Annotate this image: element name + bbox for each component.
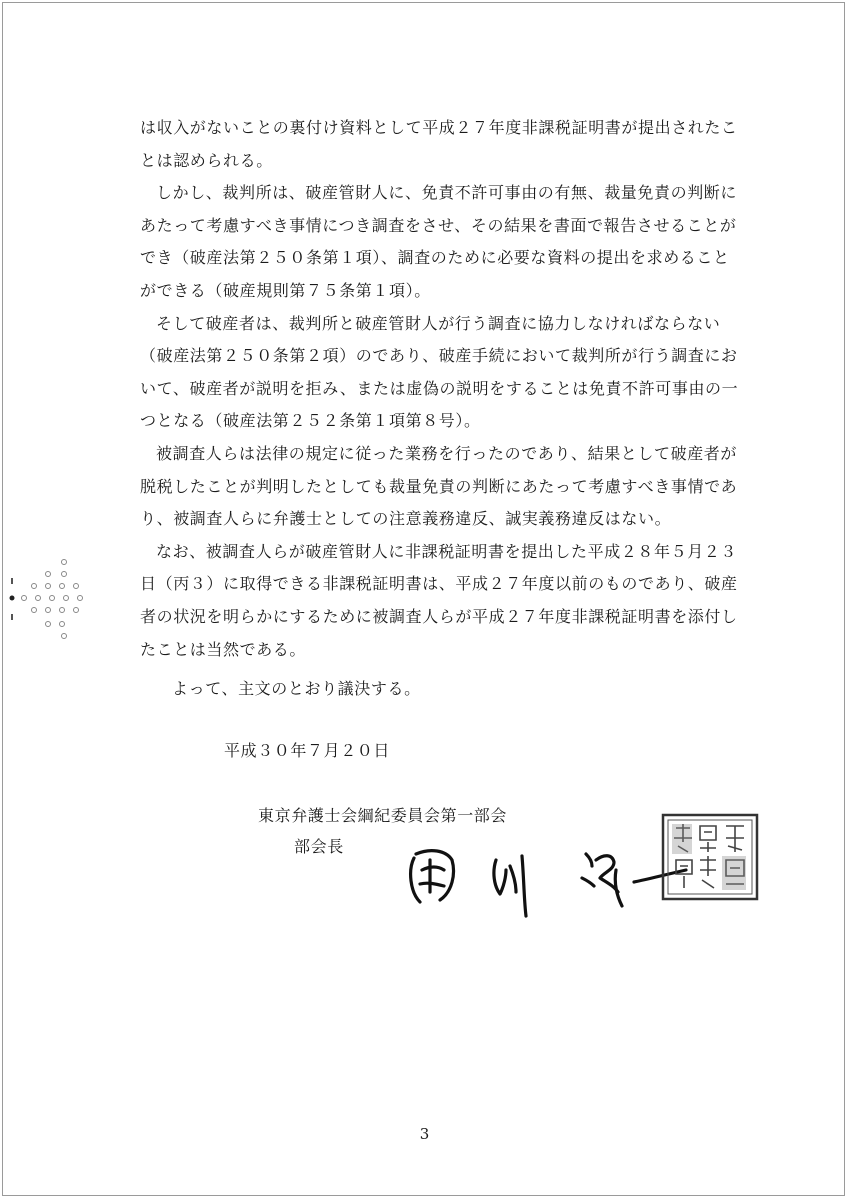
closing-statement: よって、主文のとおり議決する。	[172, 679, 421, 698]
handwritten-signature	[400, 830, 690, 930]
decision-date: 平成３０年７月２０日	[224, 741, 391, 760]
body-text	[140, 112, 740, 666]
signatory-title: 部会長	[294, 837, 344, 856]
paragraph-5: なお、被調査人らが破産管財人に非課税証明書を提出した平成２８年５月２３日（丙３）に取得できる非課税証明書は、平成２７年度以前のものであり、破産者の状況を明らかにするために被調査人らが平成２７年度非課税証明書を添付したことは当然である。	[140, 541, 738, 659]
official-seal	[660, 812, 760, 902]
page-number: 3	[419, 1125, 430, 1143]
paragraph-3: そして破産者は、裁判所と破産管財人が行う調査に協力しなければならない（破産法第２５０条第２項）のであり、破産手続において裁判所が行う調査において、破産者が説明を拒み、または虚偽の説明をすることは免責不許可事由の一つとなる（破産法第２５２条第１項第８号）。	[140, 313, 739, 431]
paragraph-1: は収入がないことの裏付け資料として平成２７年度非課税証明書が提出されたことは認められる。	[140, 118, 738, 170]
punch-hole-marks	[4, 554, 94, 654]
paragraph-2: しかし、裁判所は、破産管財人に、免責不許可事由の有無、裁量免責の判断にあたって考慮すべき事情につき調査をさせ、その結果を書面で報告させることができ（破産法第２５０条第１項）、調査のために必要な資料の提出を求めることができる（破産規則第７５条第１項）。	[140, 183, 738, 300]
organization-name: 東京弁護士会綱紀委員会第一部会	[258, 806, 508, 825]
paragraph-4: 被調査人らは法律の規定に従った業務を行ったのであり、結果として破産者が脱税したことが判明したとしても裁量免責の判断にあたって考慮すべき事情であり、被調査人らに弁護士としての注意義務違反、誠実義務違反はない。	[140, 443, 738, 529]
